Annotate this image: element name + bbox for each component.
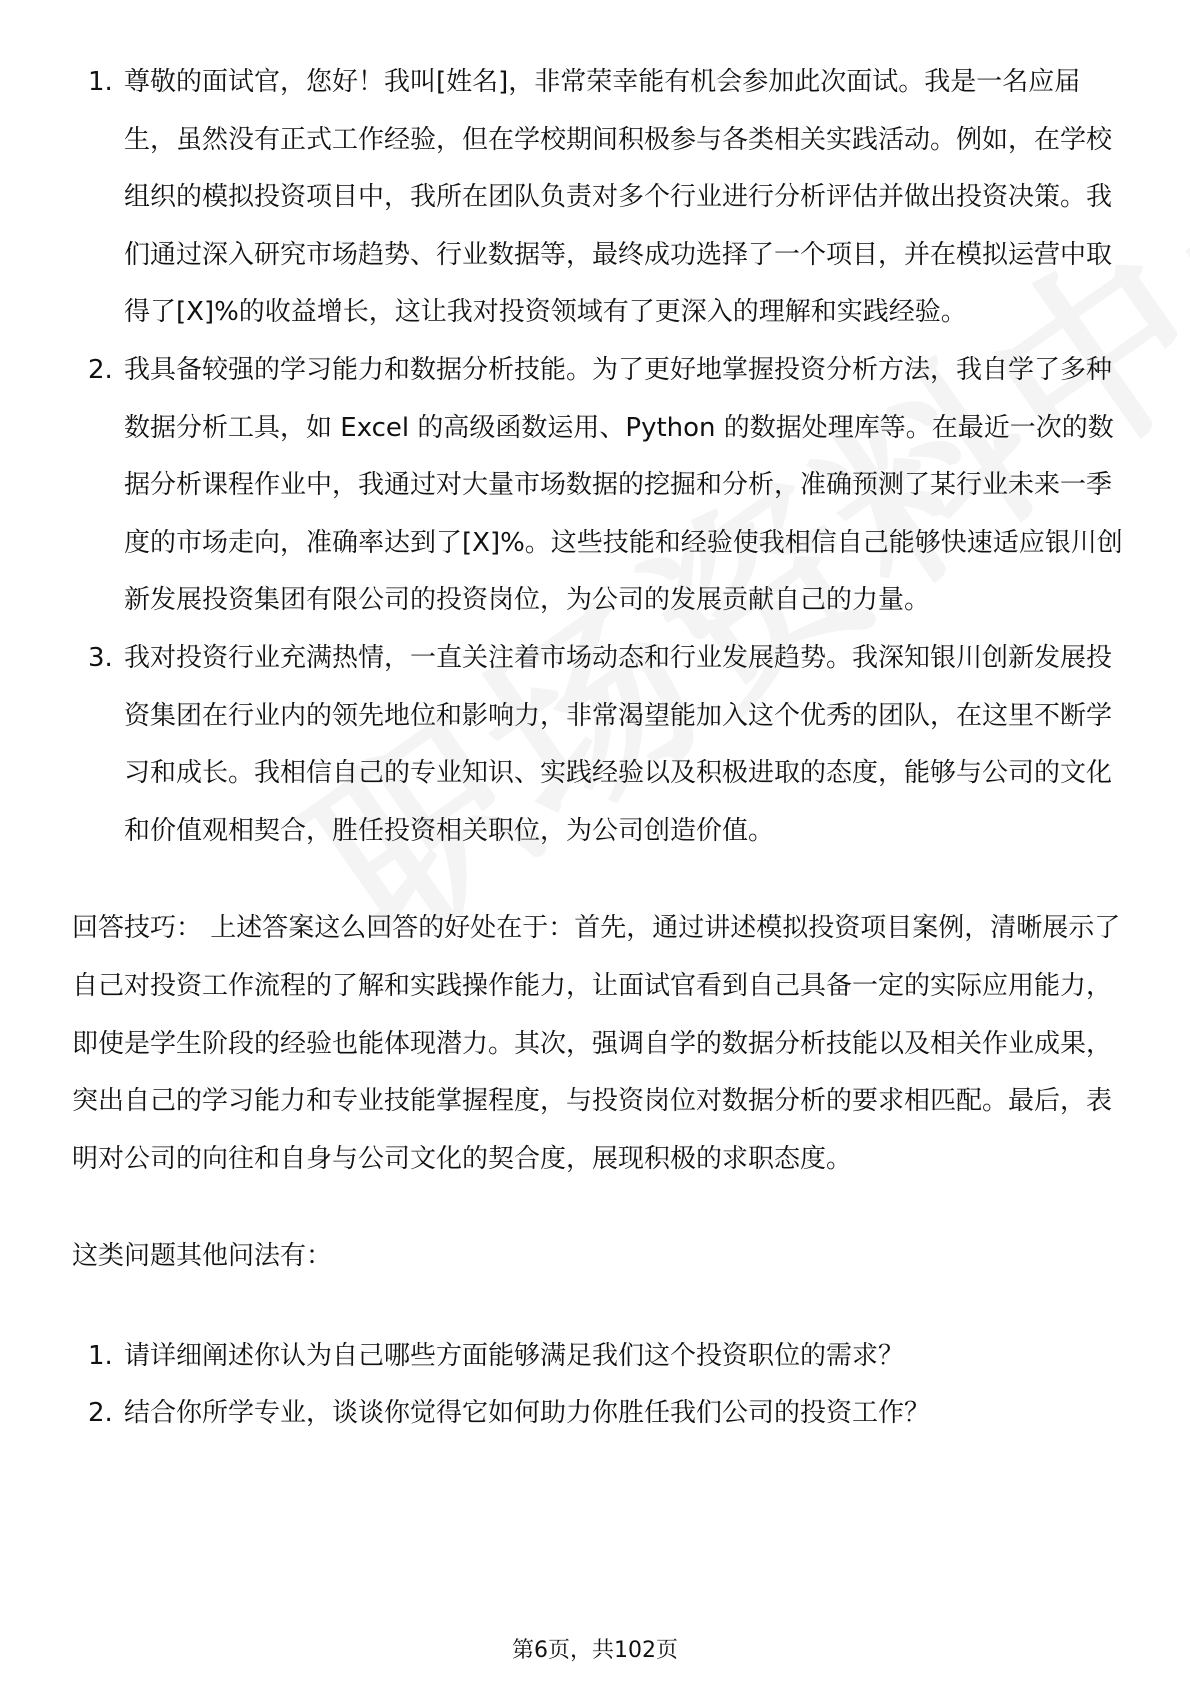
list-text: 尊敬的面试官，您好！我叫[姓名]，非常荣幸能有机会参加此次面试。我是一名应届生，虽然没有正式工作经验，但在学校期间积极参与各类相关实践活动。例如，在学校组织的模拟投资项目中，我所在团队负责对多个行业进行分析评估并做出投资决策。我们通过深入研究市场趋势、行业数据等，最终成功选择了一个项目，并在模拟运营中取得了[X]%的收益增长，这让我对投资领域有了更深入的理解和实践经验。 — [124, 67, 1113, 328]
list-number: 3. — [88, 642, 113, 673]
list-item — [72, 54, 1128, 342]
list-text: 我具备较强的学习能力和数据分析技能。为了更好地掌握投资分析方法，我自学了多种数据分析工具，如 Excel 的高级函数运用、Python 的数据处理库等。在最近一次的数据分析课程作业中，我通过对大量市场数据的挖掘和分析，准确预测了某行业未来一季度的市场走向，准确率达到了[X]%。这些技能和经验使我相信自己能够快速适应银川创新发展投资集团有限公司的投资岗位，为公司的发展贡献自己的力量。 — [124, 354, 1123, 616]
list-item — [72, 630, 1128, 860]
list-number: 1. — [88, 67, 113, 97]
other-questions-heading: 这类问题其他问法有： — [72, 1241, 333, 1272]
list-number: 2. — [88, 354, 113, 385]
list-number: 2. — [88, 1398, 113, 1429]
list-number: 1. — [88, 1340, 113, 1371]
list-item — [72, 1328, 1128, 1386]
list-item — [72, 1385, 1128, 1443]
list-text: 我对投资行业充满热情，一直关注着市场动态和行业发展趋势。我深知银川创新发展投资集团在行业内的领先地位和影响力，非常渴望能加入这个优秀的团队，在这里不断学习和成长。我相信自己的专业知识、实践经验以及积极进取的态度，能够与公司的文化和价值观相契合，胜任投资相关职位，为公司创造价值。 — [124, 642, 1113, 846]
document-page — [72, 54, 1128, 1443]
list-text: 请详细阐述你认为自己哪些方面能够满足我们这个投资职位的需求？ — [124, 1340, 905, 1371]
page-footer: 第6页，共102页 — [512, 1638, 678, 1663]
answer-list — [72, 54, 1128, 860]
answer-tips: 回答技巧： 上述答案这么回答的好处在于：首先，通过讲述模拟投资项目案例，清晰展示了自己对投资工作流程的了解和实践操作能力，让面试官看到自己具备一定的实际应用能力，即使是学生阶段的经验也能体现潜力。其次，强调自学的数据分析技能以及相关作业成果，突出自己的学习能力和专业技能掌握程度，与投资岗位对数据分析的要求相匹配。最后，表明对公司的向往和自身与公司文化的契合度，展现积极的求职态度。 — [72, 913, 1121, 1174]
other-questions-list — [72, 1328, 1128, 1443]
list-item — [72, 342, 1128, 630]
list-text: 结合你所学专业，谈谈你觉得它如何助力你胜任我们公司的投资工作？ — [124, 1398, 931, 1429]
